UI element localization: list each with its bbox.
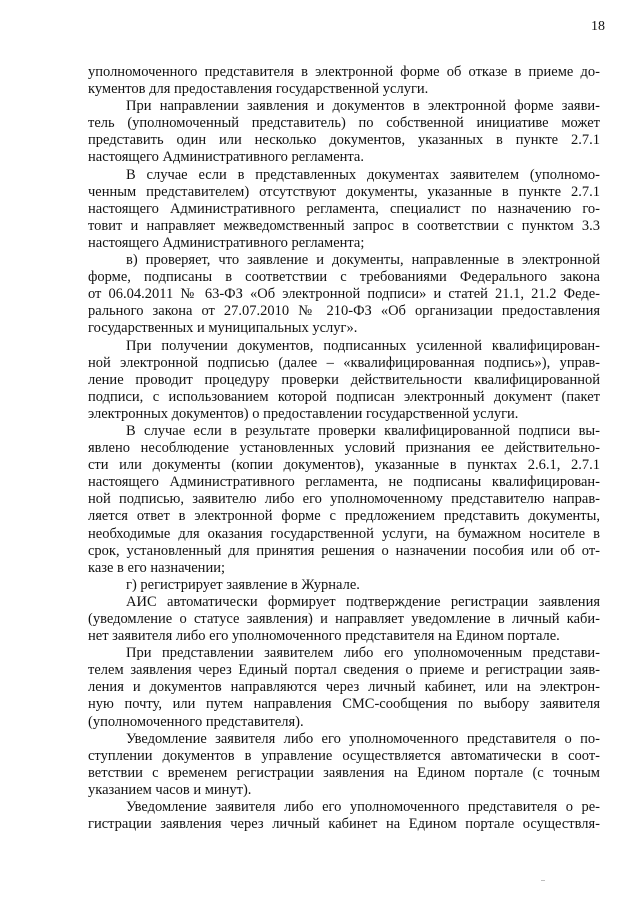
text-line: срок, установленный для принятия решения о назначении пособия или об от-: [88, 542, 600, 559]
text-line: г) регистрирует заявление в Журнале.: [126, 576, 360, 593]
text-line: При получении документов, подписанных усиленной квалифицирован-: [126, 337, 600, 354]
text-line: телем заявления через Единый портал сведения о приеме и регистрации заяв-: [88, 662, 600, 679]
text-line: ной электронной подписью (далее – «квалифицированная подпись»), управ-: [88, 354, 600, 371]
text-line: ления и документов направляются через личный кабинет, или на электрон-: [88, 679, 600, 696]
text-line: форме, подписаны в соответствии с требованиями Федерального закона: [88, 269, 600, 286]
text-line: АИС автоматически формирует подтверждение регистрации заявления: [126, 593, 600, 610]
text-line: явлено несоблюдение установленных условий признания ее действительно-: [88, 440, 600, 457]
scan-speck: [541, 880, 545, 881]
text-line: гистрации заявления через личный кабинет на Едином портале осуществля-: [88, 816, 600, 833]
text-line: представить один или несколько документов, указанных в пункте 2.7.1: [88, 132, 600, 149]
text-line: В случае если в результате проверки квалифицированной подписи вы-: [126, 422, 600, 439]
text-line: настоящего Административного регламента, не подписаны квалифицирован-: [88, 474, 600, 491]
text-line: рального закона от 27.07.2010 № 210-ФЗ «Об организации предоставления: [88, 303, 600, 320]
text-line: кументов для предоставления государственной услуги.: [88, 81, 429, 98]
text-line: электронных документов) о предоставлении государственной услуги.: [88, 405, 519, 422]
text-line: сти или документы (копии документов), указанные в пунктах 2.6.1, 2.7.1: [88, 457, 600, 474]
document-body: [88, 64, 600, 833]
text-line: При представлении заявителем либо его уполномоченным представи-: [126, 645, 600, 662]
text-line: ступлении документов в управление осуществляется автоматически в соот-: [88, 747, 600, 764]
text-line: Уведомление заявителя либо его уполномоченного представителя о по-: [126, 730, 600, 747]
text-line: от 06.04.2011 № 63-ФЗ «Об электронной подписи» и статей 21.1, 21.2 Феде-: [88, 286, 600, 303]
text-line: тель (уполномоченный представитель) по собственной инициативе может: [88, 115, 600, 132]
page-number: 18: [591, 19, 605, 34]
text-line: подписи, с использованием которой подписан электронный документ (пакет: [88, 388, 600, 405]
text-line: Уведомление заявителя либо его уполномоченного представителя о ре-: [126, 799, 600, 816]
text-line: настоящего Административного регламента.: [88, 149, 364, 166]
text-line: нет заявителя либо его уполномоченного представителя на Едином портале.: [88, 628, 560, 645]
text-line: ление проводит процедуру проверки действительности квалифицированной: [88, 371, 600, 388]
text-line: ченным представителем) отсутствуют документы, указанные в пункте 2.7.1: [88, 183, 600, 200]
text-line: в) проверяет, что заявление и документы, направленные в электронной: [126, 252, 600, 269]
text-line: государственных и муниципальных услуг».: [88, 320, 358, 337]
text-line: уполномоченного представителя в электронной форме об отказе в приеме до-: [88, 64, 600, 80]
text-line: ляется ответ в электронной форме с предложением представить документы,: [88, 508, 600, 525]
text-line: настоящего Административного регламента, специалист по назначению го-: [88, 200, 600, 217]
text-line: казе в его назначении;: [88, 559, 225, 576]
text-line: товит и направляет межведомственный запрос в соответствии с пунктом 3.3: [88, 217, 600, 234]
text-line: ную почту, или путем направления СМС-сообщения по выбору заявителя: [88, 696, 600, 713]
text-line: (уполномоченного представителя).: [88, 713, 304, 730]
text-line: настоящего Административного регламента;: [88, 234, 365, 251]
text-line: ной подписью, заявителю либо его уполномоченному представителю направ-: [88, 491, 600, 508]
text-line: (уведомление о статусе заявления) и направляет уведомление в личный каби-: [88, 611, 600, 627]
text-line: необходимые для оказания государственной услуги, на бумажном носителе в: [88, 525, 600, 542]
text-line: ветствии с временем регистрации заявления на Едином портале (с точным: [88, 764, 600, 781]
text-line: указанием часов и минут).: [88, 781, 252, 798]
text-line: В случае если в представленных документах заявителем (уполномо-: [126, 166, 600, 183]
text-line: При направлении заявления и документов в электронной форме заяви-: [126, 98, 600, 115]
